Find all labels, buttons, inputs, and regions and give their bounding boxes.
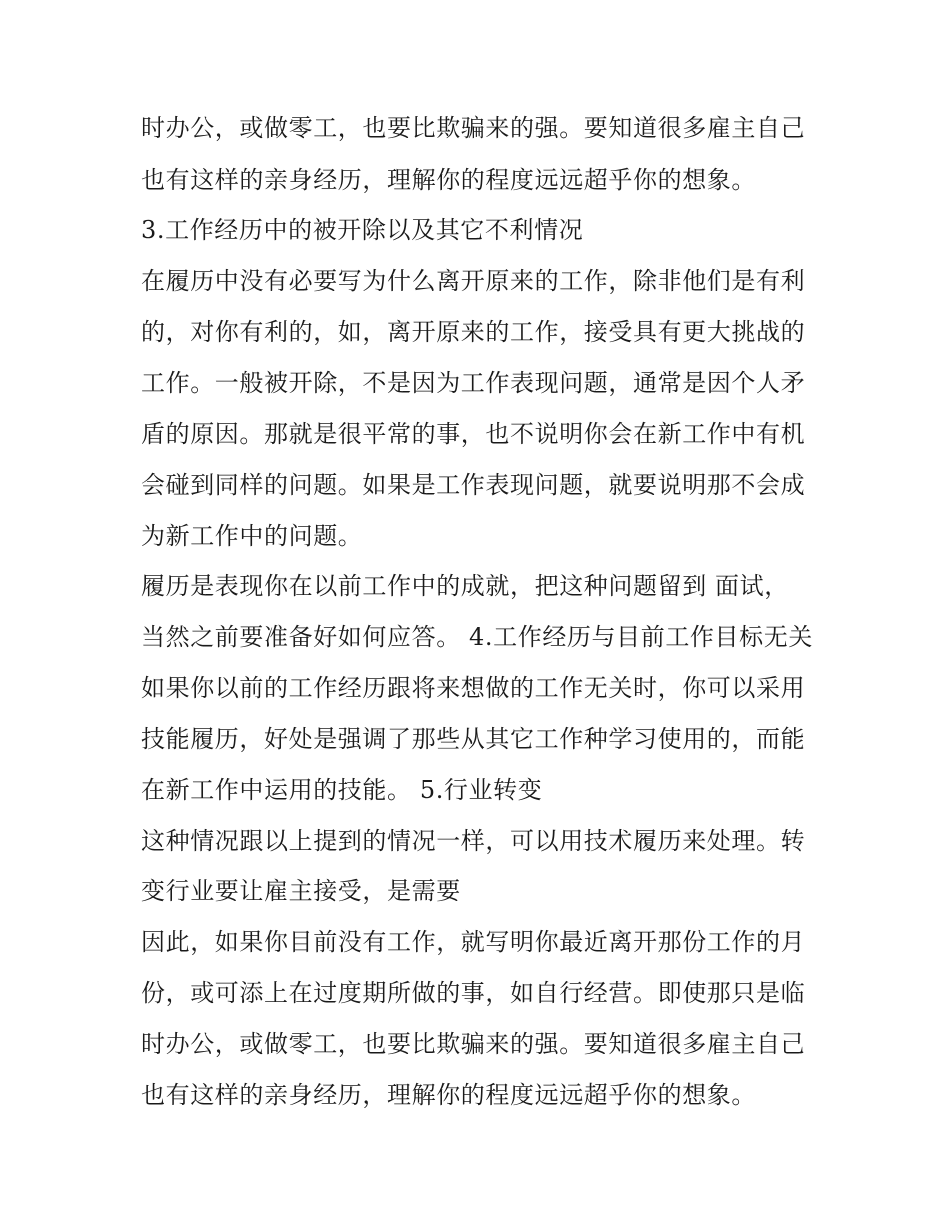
text-line: 在履历中没有必要写为什么离开原来的工作，除非他们是有利 (141, 267, 806, 295)
text-line: 这种情况跟以上提到的情况一样，可以用技术履历来处理。转 (141, 827, 806, 855)
text-line: 盾的原因。那就是很平常的事，也不说明你会在新工作中有机 (141, 420, 806, 448)
text-line: 会碰到同样的问题。如果是工作表现问题，就要说明那不会成 (141, 471, 806, 499)
text-line: 为新工作中的问题。 (141, 522, 363, 550)
text-line: 变行业要让雇主接受，是需要 (141, 877, 461, 905)
section-heading: 3.工作经历中的被开除以及其它不利情况 (141, 216, 584, 244)
text-line: 履历是表现你在以前工作中的成就，把这种问题留到 面试， (141, 572, 789, 600)
text-line: 如果你以前的工作经历跟将来想做的工作无关时，你可以采用 (141, 674, 806, 702)
text-line: 也有这样的亲身经历，理解你的程度远远超乎你的想象。 (141, 166, 756, 194)
text-line: 时办公，或做零工，也要比欺骗来的强。要知道很多雇主自己 (141, 1030, 806, 1058)
text-line: 工作。一般被开除，不是因为工作表现问题，通常是因个人矛 (141, 369, 806, 397)
text-line: 的，对你有利的，如，离开原来的工作，接受具有更大挑战的 (141, 318, 806, 346)
text-line: 技能履历，好处是强调了那些从其它工作种学习使用的，而能 (141, 725, 806, 753)
text-line: 份，或可添上在过度期所做的事，如自行经营。即使那只是临 (141, 979, 806, 1007)
text-line: 时办公，或做零工，也要比欺骗来的强。要知道很多雇主自己 (141, 114, 806, 142)
text-line: 在新工作中运用的技能。 5.行业转变 (141, 776, 543, 804)
text-line: 因此，如果你目前没有工作，就写明你最近离开那份工作的月 (141, 928, 806, 956)
text-line: 也有这样的亲身经历，理解你的程度远远超乎你的想象。 (141, 1081, 756, 1109)
text-line: 当然之前要准备好如何应答。 4.工作经历与目前工作目标无关 (141, 623, 813, 651)
